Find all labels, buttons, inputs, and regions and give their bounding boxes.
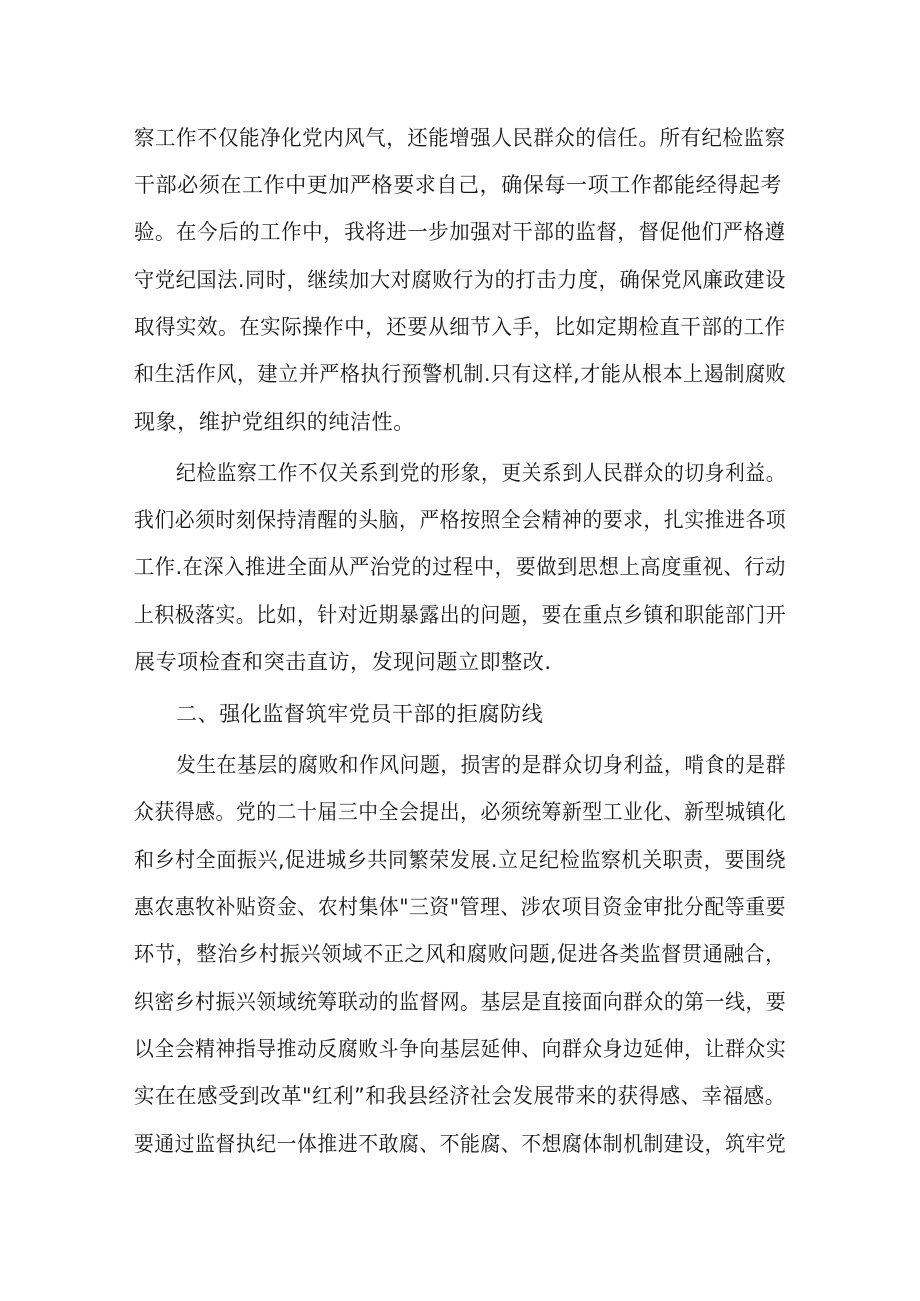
text-line: 守党纪国法.同时，继续加大对腐败行为的打击力度，确保党风廉政建设 [134, 268, 786, 292]
text-line: 我们必须时刻保持清醒的头脑，严格按照全会精神的要求，扎实推进各项 [134, 508, 787, 532]
text-line: 展专项检査和突击直访，发现问题立即整改. [134, 650, 552, 674]
text-line: 和乡村全面振兴,促进城乡共同繁荣发展.立足纪检监察机关职责，要围绕 [134, 848, 787, 872]
text-line: 取得实效。在实际操作中，还要从细节入手，比如定期检直干部的工作 [134, 315, 786, 339]
text-line: 上积极落实。比如，针对近期暴露出的问题，要在重点乡镇和职能部门开 [134, 603, 787, 627]
text-line: 惠农惠牧补贴资金、农村集体"三资"管理、涉农项目资金审批分配等重要 [134, 895, 787, 919]
text-line: 众获得感。党的二十届三中全会提出，必须统筹新型工业化、新型城镇化 [134, 800, 787, 824]
paragraph-first-line: 发生在基层的腐败和作风问题，损害的是群众切身利益，啃食的是群 [176, 753, 787, 777]
paragraph-first-line: 纪检监察工作不仅关系到党的形象，更关系到人民群众的切身利益。 [176, 461, 787, 485]
text-line: 实在在感受到改革"红利”和我县经济社会发展带来的获得感、幸福感。 [134, 1084, 786, 1108]
text-line: 验。在今后的工作中，我将进一步加强对干部的监督，督促他们严格遵 [134, 220, 786, 244]
section-heading: 二、强化监督筑牢党员干部的拒腐防线 [176, 702, 544, 726]
text-line: 织密乡村振兴领域统筹联动的监督网。基层是直接面向群众的第一线，要 [134, 990, 787, 1014]
text-line: 察工作不仅能净化党内风气，还能增强人民群众的信任。所有纪检监察 [134, 126, 786, 150]
text-line: 和生活作风，建立并严格执行预警机制.只有这样,才能从根本上遏制腐败 [134, 362, 787, 386]
text-line: 环节，整治乡村振兴领域不正之风和腐败问题,促进各类监督贯通融合， [134, 942, 786, 966]
text-line: 工作.在深入推进全面从严治党的过程中，要做到思想上高度重视、行动 [134, 555, 786, 579]
text-line: 以全会精神指导推动反腐败斗争向基层延伸、向群众身边延伸，让群众实 [134, 1037, 787, 1061]
text-line: 现象，维护党组织的纯洁性。 [134, 410, 415, 434]
text-line: 干部必须在工作中更加严格要求自己，确保每一项工作都能经得起考 [134, 173, 782, 197]
text-line: 要通过监督执纪一体推进不敢腐、不能腐、不想腐体制机制建设，筑牢党 [134, 1132, 787, 1156]
